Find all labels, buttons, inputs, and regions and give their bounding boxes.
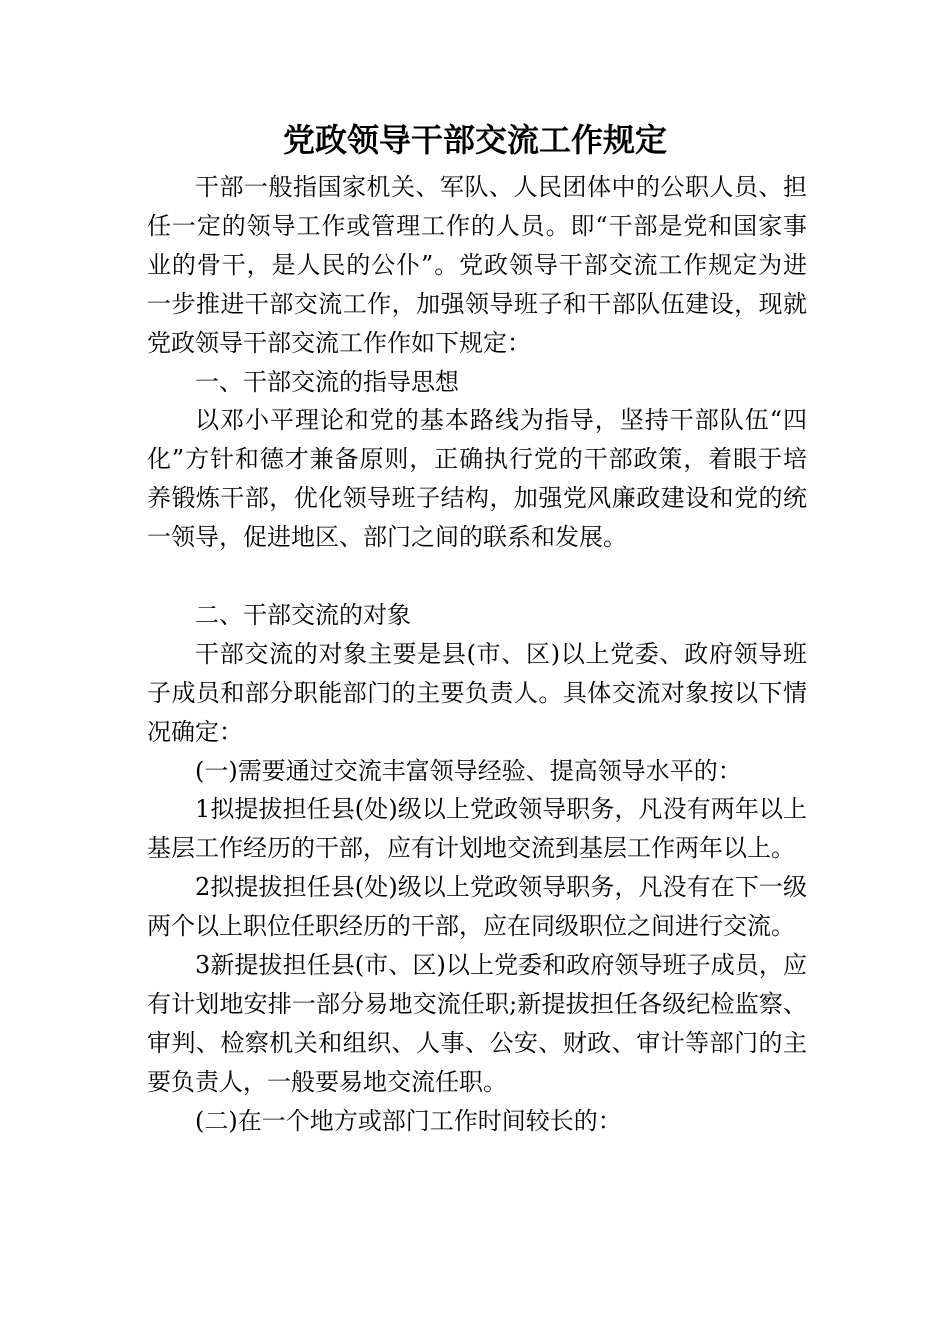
blank-line xyxy=(147,557,807,596)
section-heading-guiding-thought: 一、干部交流的指导思想 xyxy=(195,367,459,396)
list-item-2: 2拟提拔担任县(处)级以上党政领导职务，凡没有在下一级两个以上职位任职经历的干部，应在同级职位之间进行交流。 xyxy=(147,873,807,941)
document-body xyxy=(147,168,807,1141)
subsection-heading-2: (二)在一个地方或部门工作时间较长的： xyxy=(195,1106,622,1135)
subsection-heading-1: (一)需要通过交流丰富领导经验、提高领导水平的： xyxy=(195,756,742,785)
document-title: 党政领导干部交流工作规定 xyxy=(282,121,667,159)
paragraph-guiding-thought: 以邓小平理论和党的基本路线为指导，坚持干部队伍“四化”方针和德才兼备原则，正确执行党的干部政策，着眼于培养锻炼干部，优化领导班子结构，加强党风廉政建设和党的统一领导，促进地区、部门之间的联系和发展。 xyxy=(147,406,807,552)
section-heading-exchange-targets: 二、干部交流的对象 xyxy=(195,600,411,629)
list-item-3: 3新提拔担任县(市、区)以上党委和政府领导班子成员，应有计划地安排一部分易地交流任职;新提拔担任各级纪检监察、审判、检察机关和组织、人事、公安、财政、审计等部门的主要负责人，一般要易地交流任职。 xyxy=(147,951,807,1096)
paragraph-intro: 干部一般指国家机关、军队、人民团体中的公职人员、担任一定的领导工作或管理工作的人员。即“干部是党和国家事业的骨干，是人民的公仆”。党政领导干部交流工作规定为进一步推进干部交流工作，加强领导班子和干部队伍建设，现就党政领导干部交流工作作如下规定： xyxy=(147,173,807,357)
paragraph-exchange-targets: 干部交流的对象主要是县(市、区)以上党委、政府领导班子成员和部分职能部门的主要负责人。具体交流对象按以下情况确定： xyxy=(147,639,807,746)
list-item-1: 1拟提拔担任县(处)级以上党政领导职务，凡没有两年以上基层工作经历的干部，应有计划地交流到基层工作两年以上。 xyxy=(147,795,807,863)
